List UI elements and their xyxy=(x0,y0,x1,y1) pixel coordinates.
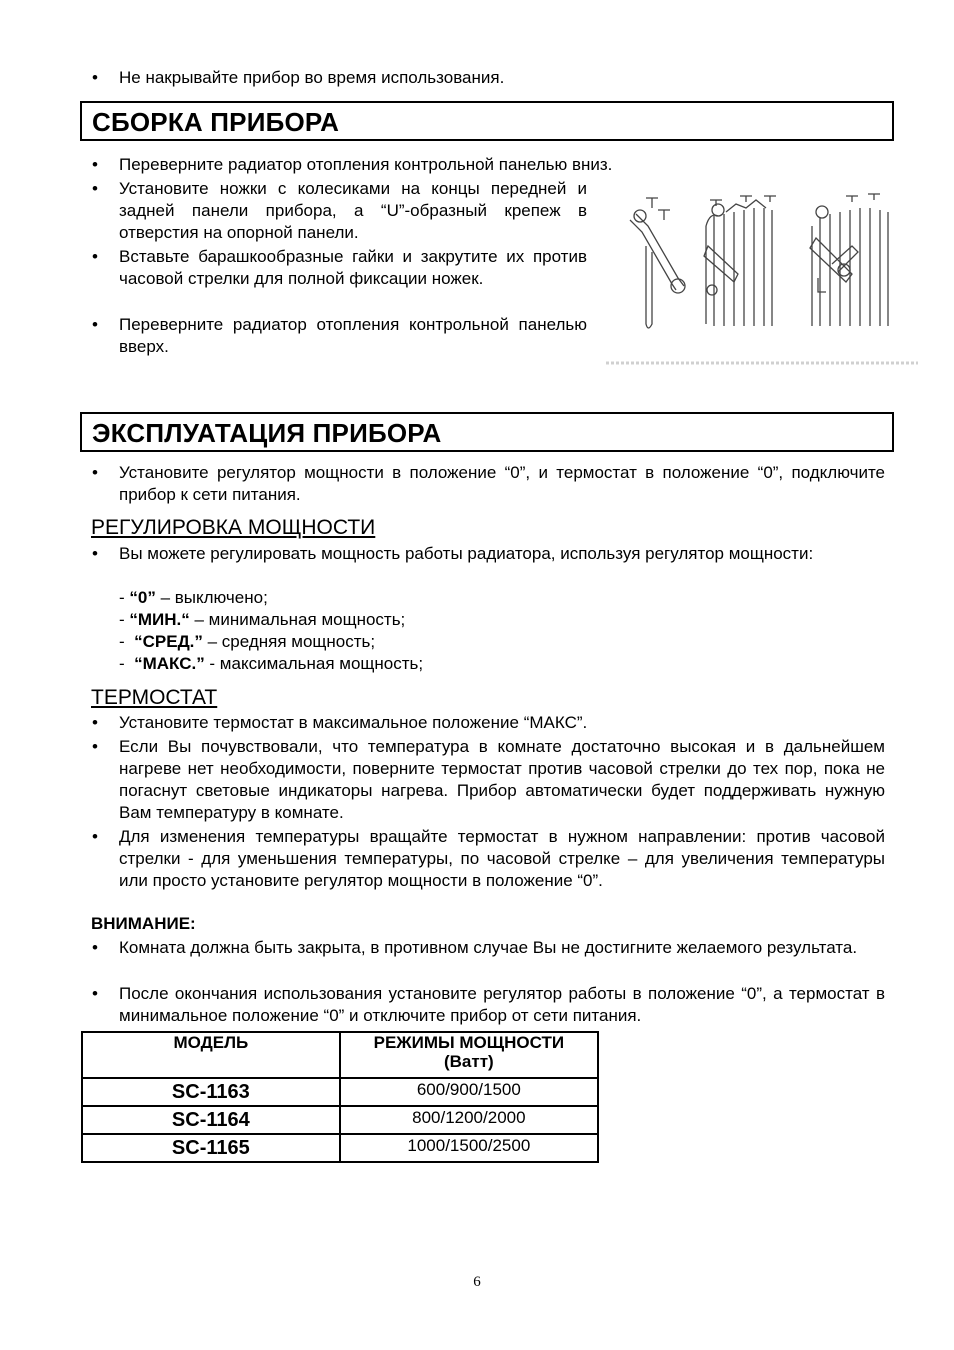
assembly-item-4: Переверните радиатор отопления контрольной панелью вверх. xyxy=(119,315,587,356)
table-header-modes-label: РЕЖИМЫ МОЩНОСТИ xyxy=(373,1033,565,1052)
operation-heading: ЭКСПЛУАТАЦИЯ ПРИБОРА xyxy=(92,418,442,448)
bullet-icon: • xyxy=(92,737,98,756)
bullet-icon: • xyxy=(92,247,98,266)
table-cell-model: SC-1164 xyxy=(82,1106,340,1134)
table-header-model: МОДЕЛЬ xyxy=(82,1032,340,1078)
thermostat-item-2: Если Вы почувствовали, что температура в комнате достаточно высокая и в дальнейшем нагреве нет необходимости, поверните термостат против часовой стрелки до тех пор, пока не погаснут световые индикаторы нагрева. Прибор автоматически будет поддерживать нужную Вам температуру в комнате. xyxy=(119,737,885,822)
assembly-heading: СБОРКА ПРИБОРА xyxy=(92,107,340,137)
operation-intro: Установите регулятор мощности в положение “0”, и термостат в положение “0”, подключите прибор к сети питания. xyxy=(119,463,885,504)
warning-item-2: После окончания использования установите регулятор работы в положение “0”, а термостат в минимальное положение “0” и отключите прибор от сети питания. xyxy=(119,984,885,1025)
assembly-item-3: Вставьте барашкообразные гайки и закрутите их против часовой стрелки для полной фиксации ножек. xyxy=(119,247,587,288)
warning-title: ВНИМАНИЕ: xyxy=(91,914,196,933)
table-cell-modes: 1000/1500/2500 xyxy=(340,1134,598,1162)
bullet-icon: • xyxy=(92,315,98,334)
warning-item-1: Комната должна быть закрыта, в противном случае Вы не достигните желаемого результата. xyxy=(119,938,858,957)
bullet-icon: • xyxy=(92,713,98,732)
radiator-right-icon xyxy=(810,194,888,326)
bullet-icon: • xyxy=(92,179,98,198)
thermostat-subheading: ТЕРМОСТАТ xyxy=(91,686,218,709)
bullet-icon: • xyxy=(92,68,98,87)
table-cell-modes: 600/900/1500 xyxy=(340,1078,598,1106)
power-mode-mid: - “СРЕД.” – средняя мощность; xyxy=(119,632,376,651)
table-row xyxy=(82,1106,598,1134)
models-table xyxy=(81,1031,599,1163)
bullet-icon: • xyxy=(92,155,98,174)
table-cell-model: SC-1163 xyxy=(82,1078,340,1106)
assembly-heading-box xyxy=(80,101,894,141)
radiator-assembly-illustration xyxy=(606,186,918,368)
page-number: 6 xyxy=(473,1274,481,1290)
power-mode-off: - “0” – выключено; xyxy=(119,588,268,607)
power-mode-min: - “МИН.“ – минимальная мощность; xyxy=(119,610,406,629)
bullet-icon: • xyxy=(92,938,98,957)
table-row xyxy=(82,1078,598,1106)
table-cell-modes: 800/1200/2000 xyxy=(340,1106,598,1134)
radiator-middle-icon xyxy=(704,196,776,326)
table-header-row xyxy=(82,1032,598,1078)
bullet-icon: • xyxy=(92,463,98,482)
power-mode-max: - “МАКС.” - максимальная мощность; xyxy=(119,654,424,673)
power-intro: Вы можете регулировать мощность работы радиатора, используя регулятор мощности: xyxy=(119,544,814,563)
operation-heading-box xyxy=(80,412,894,452)
assembly-item-2: Установите ножки с колесиками на концы передней и задней панели прибора, а “U”-образный крепеж в отверстия на опорной панели. xyxy=(119,179,587,242)
assembly-item-1: Переверните радиатор отопления контрольной панелью вниз. xyxy=(119,155,613,174)
table-row xyxy=(82,1134,598,1162)
table-header-modes-unit: (Ватт) xyxy=(443,1052,494,1071)
table-cell-model: SC-1165 xyxy=(82,1134,340,1162)
intro-bullet-text: Не накрывайте прибор во время использования. xyxy=(119,68,505,87)
u-bracket-icon xyxy=(630,198,685,328)
bullet-icon: • xyxy=(92,984,98,1003)
thermostat-item-1: Установите термостат в максимальное положение “МАКС”. xyxy=(119,713,588,732)
table-header-modes xyxy=(340,1032,598,1078)
bullet-icon: • xyxy=(92,827,98,846)
bullet-icon: • xyxy=(92,544,98,563)
thermostat-item-3: Для изменения температуры вращайте термостат в нужном направлении: против часовой стрелки - для уменьшения температуры, по часовой стрелке – для увеличения температуры или просто установите регулятор мощности в положение “0”. xyxy=(119,827,885,890)
power-subheading: РЕГУЛИРОВКА МОЩНОСТИ xyxy=(91,516,376,539)
